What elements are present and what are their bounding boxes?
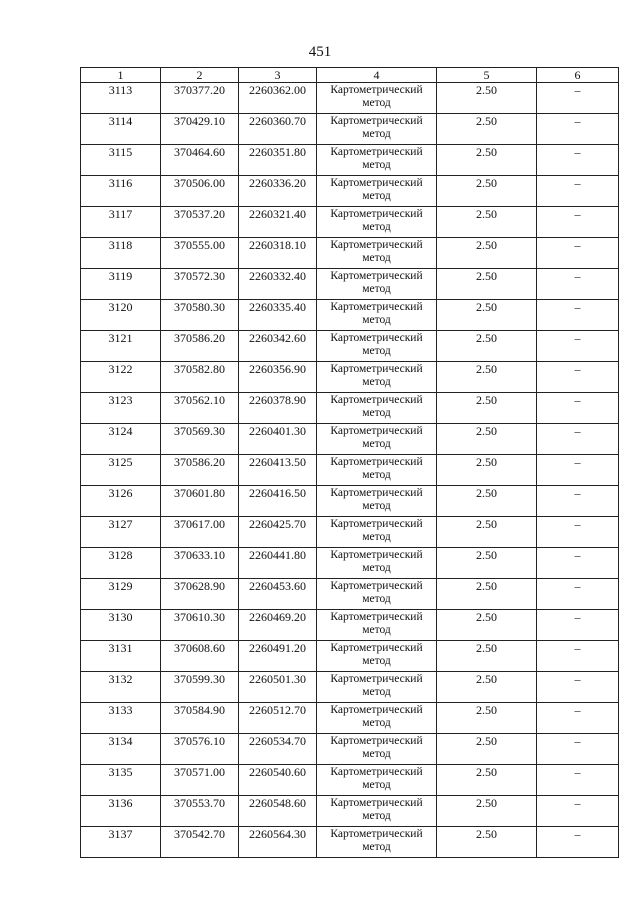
coordinates-table [80, 67, 619, 858]
column-header: 4 [317, 68, 437, 83]
y-coordinate-cell: 2260356.90 [239, 362, 317, 393]
method-cell: Картометрический метод [317, 486, 437, 517]
y-coordinate-cell: 2260512.70 [239, 703, 317, 734]
table-row [81, 83, 619, 114]
y-coordinate-cell: 2260491.20 [239, 641, 317, 672]
precision-cell: 2.50 [437, 765, 537, 796]
y-coordinate-cell: 2260336.20 [239, 176, 317, 207]
method-cell: Картометрический метод [317, 455, 437, 486]
precision-cell: 2.50 [437, 207, 537, 238]
y-coordinate-cell: 2260351.80 [239, 145, 317, 176]
point-number-cell: 3137 [81, 827, 161, 858]
description-cell: – [537, 300, 619, 331]
table-row [81, 796, 619, 827]
column-header: 5 [437, 68, 537, 83]
method-cell: Картометрический метод [317, 548, 437, 579]
x-coordinate-cell: 370586.20 [161, 331, 239, 362]
description-cell: – [537, 393, 619, 424]
precision-cell: 2.50 [437, 641, 537, 672]
precision-cell: 2.50 [437, 672, 537, 703]
precision-cell: 2.50 [437, 796, 537, 827]
x-coordinate-cell: 370569.30 [161, 424, 239, 455]
description-cell: – [537, 703, 619, 734]
x-coordinate-cell: 370562.10 [161, 393, 239, 424]
method-cell: Картометрический метод [317, 610, 437, 641]
table-row [81, 765, 619, 796]
y-coordinate-cell: 2260318.10 [239, 238, 317, 269]
table-row [81, 672, 619, 703]
description-cell: – [537, 424, 619, 455]
point-number-cell: 3115 [81, 145, 161, 176]
precision-cell: 2.50 [437, 300, 537, 331]
x-coordinate-cell: 370542.70 [161, 827, 239, 858]
point-number-cell: 3124 [81, 424, 161, 455]
y-coordinate-cell: 2260469.20 [239, 610, 317, 641]
column-header: 2 [161, 68, 239, 83]
point-number-cell: 3135 [81, 765, 161, 796]
table-body [81, 83, 619, 858]
precision-cell: 2.50 [437, 827, 537, 858]
y-coordinate-cell: 2260360.70 [239, 114, 317, 145]
point-number-cell: 3116 [81, 176, 161, 207]
y-coordinate-cell: 2260425.70 [239, 517, 317, 548]
table-row [81, 114, 619, 145]
x-coordinate-cell: 370599.30 [161, 672, 239, 703]
x-coordinate-cell: 370608.60 [161, 641, 239, 672]
description-cell: – [537, 331, 619, 362]
x-coordinate-cell: 370571.00 [161, 765, 239, 796]
y-coordinate-cell: 2260378.90 [239, 393, 317, 424]
description-cell: – [537, 207, 619, 238]
point-number-cell: 3125 [81, 455, 161, 486]
table-header-row [81, 68, 619, 83]
description-cell: – [537, 672, 619, 703]
column-header: 6 [537, 68, 619, 83]
precision-cell: 2.50 [437, 331, 537, 362]
method-cell: Картометрический метод [317, 579, 437, 610]
method-cell: Картометрический метод [317, 207, 437, 238]
precision-cell: 2.50 [437, 176, 537, 207]
method-cell: Картометрический метод [317, 362, 437, 393]
description-cell: – [537, 517, 619, 548]
y-coordinate-cell: 2260501.30 [239, 672, 317, 703]
y-coordinate-cell: 2260401.30 [239, 424, 317, 455]
method-cell: Картометрический метод [317, 300, 437, 331]
point-number-cell: 3113 [81, 83, 161, 114]
point-number-cell: 3129 [81, 579, 161, 610]
precision-cell: 2.50 [437, 486, 537, 517]
point-number-cell: 3136 [81, 796, 161, 827]
x-coordinate-cell: 370582.80 [161, 362, 239, 393]
description-cell: – [537, 796, 619, 827]
precision-cell: 2.50 [437, 145, 537, 176]
method-cell: Картометрический метод [317, 765, 437, 796]
precision-cell: 2.50 [437, 548, 537, 579]
point-number-cell: 3131 [81, 641, 161, 672]
description-cell: – [537, 734, 619, 765]
x-coordinate-cell: 370506.00 [161, 176, 239, 207]
point-number-cell: 3120 [81, 300, 161, 331]
precision-cell: 2.50 [437, 362, 537, 393]
description-cell: – [537, 145, 619, 176]
table-row [81, 207, 619, 238]
method-cell: Картометрический метод [317, 424, 437, 455]
description-cell: – [537, 548, 619, 579]
table-row [81, 176, 619, 207]
x-coordinate-cell: 370572.30 [161, 269, 239, 300]
point-number-cell: 3121 [81, 331, 161, 362]
y-coordinate-cell: 2260564.30 [239, 827, 317, 858]
table-row [81, 486, 619, 517]
description-cell: – [537, 455, 619, 486]
y-coordinate-cell: 2260441.80 [239, 548, 317, 579]
table-row [81, 424, 619, 455]
table-row [81, 827, 619, 858]
method-cell: Картометрический метод [317, 796, 437, 827]
method-cell: Картометрический метод [317, 176, 437, 207]
precision-cell: 2.50 [437, 269, 537, 300]
point-number-cell: 3123 [81, 393, 161, 424]
y-coordinate-cell: 2260332.40 [239, 269, 317, 300]
x-coordinate-cell: 370586.20 [161, 455, 239, 486]
x-coordinate-cell: 370553.70 [161, 796, 239, 827]
precision-cell: 2.50 [437, 517, 537, 548]
point-number-cell: 3133 [81, 703, 161, 734]
table-row [81, 734, 619, 765]
table-row [81, 703, 619, 734]
point-number-cell: 3122 [81, 362, 161, 393]
table-row [81, 362, 619, 393]
method-cell: Картометрический метод [317, 641, 437, 672]
y-coordinate-cell: 2260416.50 [239, 486, 317, 517]
precision-cell: 2.50 [437, 610, 537, 641]
method-cell: Картометрический метод [317, 331, 437, 362]
x-coordinate-cell: 370377.20 [161, 83, 239, 114]
description-cell: – [537, 579, 619, 610]
y-coordinate-cell: 2260362.00 [239, 83, 317, 114]
column-header: 1 [81, 68, 161, 83]
table-row [81, 331, 619, 362]
point-number-cell: 3118 [81, 238, 161, 269]
y-coordinate-cell: 2260413.50 [239, 455, 317, 486]
point-number-cell: 3117 [81, 207, 161, 238]
method-cell: Картометрический метод [317, 703, 437, 734]
description-cell: – [537, 765, 619, 796]
table-row [81, 579, 619, 610]
table-row [81, 393, 619, 424]
method-cell: Картометрический метод [317, 734, 437, 765]
precision-cell: 2.50 [437, 455, 537, 486]
description-cell: – [537, 641, 619, 672]
point-number-cell: 3114 [81, 114, 161, 145]
precision-cell: 2.50 [437, 703, 537, 734]
x-coordinate-cell: 370617.00 [161, 517, 239, 548]
description-cell: – [537, 362, 619, 393]
x-coordinate-cell: 370610.30 [161, 610, 239, 641]
y-coordinate-cell: 2260534.70 [239, 734, 317, 765]
point-number-cell: 3130 [81, 610, 161, 641]
y-coordinate-cell: 2260321.40 [239, 207, 317, 238]
description-cell: – [537, 83, 619, 114]
method-cell: Картометрический метод [317, 517, 437, 548]
x-coordinate-cell: 370601.80 [161, 486, 239, 517]
x-coordinate-cell: 370584.90 [161, 703, 239, 734]
method-cell: Картометрический метод [317, 393, 437, 424]
point-number-cell: 3119 [81, 269, 161, 300]
method-cell: Картометрический метод [317, 83, 437, 114]
x-coordinate-cell: 370429.10 [161, 114, 239, 145]
precision-cell: 2.50 [437, 114, 537, 145]
precision-cell: 2.50 [437, 83, 537, 114]
method-cell: Картометрический метод [317, 238, 437, 269]
description-cell: – [537, 238, 619, 269]
point-number-cell: 3127 [81, 517, 161, 548]
description-cell: – [537, 610, 619, 641]
table-row [81, 238, 619, 269]
column-header: 3 [239, 68, 317, 83]
point-number-cell: 3126 [81, 486, 161, 517]
y-coordinate-cell: 2260453.60 [239, 579, 317, 610]
precision-cell: 2.50 [437, 734, 537, 765]
description-cell: – [537, 486, 619, 517]
point-number-cell: 3134 [81, 734, 161, 765]
method-cell: Картометрический метод [317, 269, 437, 300]
x-coordinate-cell: 370555.00 [161, 238, 239, 269]
x-coordinate-cell: 370464.60 [161, 145, 239, 176]
description-cell: – [537, 114, 619, 145]
x-coordinate-cell: 370628.90 [161, 579, 239, 610]
page-number: 451 [308, 44, 332, 60]
y-coordinate-cell: 2260335.40 [239, 300, 317, 331]
precision-cell: 2.50 [437, 393, 537, 424]
point-number-cell: 3128 [81, 548, 161, 579]
x-coordinate-cell: 370633.10 [161, 548, 239, 579]
precision-cell: 2.50 [437, 238, 537, 269]
method-cell: Картометрический метод [317, 672, 437, 703]
y-coordinate-cell: 2260548.60 [239, 796, 317, 827]
table-row [81, 517, 619, 548]
precision-cell: 2.50 [437, 424, 537, 455]
y-coordinate-cell: 2260342.60 [239, 331, 317, 362]
description-cell: – [537, 269, 619, 300]
table-row [81, 300, 619, 331]
description-cell: – [537, 176, 619, 207]
x-coordinate-cell: 370576.10 [161, 734, 239, 765]
method-cell: Картометрический метод [317, 114, 437, 145]
description-cell: – [537, 827, 619, 858]
table-row [81, 145, 619, 176]
method-cell: Картометрический метод [317, 145, 437, 176]
point-number-cell: 3132 [81, 672, 161, 703]
method-cell: Картометрический метод [317, 827, 437, 858]
table-row [81, 455, 619, 486]
precision-cell: 2.50 [437, 579, 537, 610]
table-row [81, 641, 619, 672]
table-row [81, 610, 619, 641]
x-coordinate-cell: 370580.30 [161, 300, 239, 331]
y-coordinate-cell: 2260540.60 [239, 765, 317, 796]
x-coordinate-cell: 370537.20 [161, 207, 239, 238]
table-row [81, 269, 619, 300]
table-row [81, 548, 619, 579]
